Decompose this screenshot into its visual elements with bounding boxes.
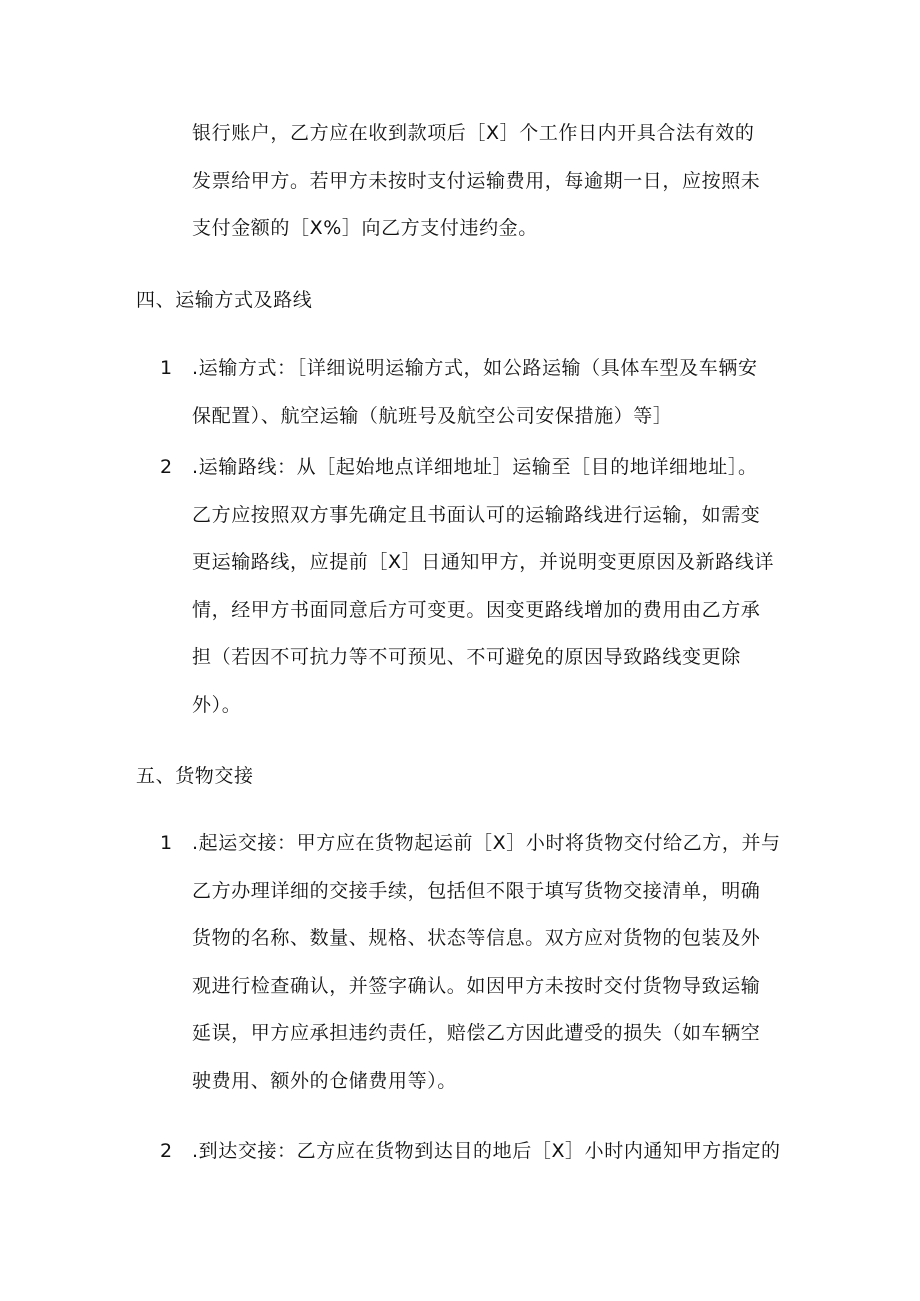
item-line: 乙方应按照双方事先确定且书面认可的运输路线进行运输，如需变 [192, 503, 761, 526]
item-line: 货物的名称、数量、规格、状态等信息。双方应对货物的包装及外 [192, 927, 761, 949]
item-line: 观进行检查确认，并签字确认。如因甲方未按时交付货物导致运输 [192, 974, 761, 997]
item-number: 1 [160, 832, 173, 854]
item-line: 外）。 [192, 693, 242, 716]
item-line: 保配置）、航空运输（航班号及航空公司安保措施）等］ [192, 404, 673, 427]
item-line: 延误，甲方应承担违约责任，赔偿乙方因此遭受的损失（如车辆空 [192, 1022, 761, 1044]
section4-item-2 [160, 444, 800, 729]
item-line: 乙方办理详细的交接手续，包括但不限于填写货物交接清单，明确 [192, 879, 761, 902]
section4-heading: 四、运输方式及路线 [136, 289, 313, 311]
section5-heading: 五、货物交接 [136, 765, 254, 787]
paragraph-line: 支付金额的［X%］向乙方支付违约金。 [192, 217, 538, 239]
section3-tail-paragraph [192, 110, 792, 253]
item-line [160, 444, 800, 492]
item-text: .到达交接：乙方应在货物到达目的地后［X］小时内通知甲方指定的 [192, 1140, 781, 1162]
item-line: 驶费用、额外的仓储费用等）。 [192, 1069, 457, 1092]
item-line: 情，经甲方书面同意后方可变更。因变更路线增加的费用由乙方承 [192, 598, 761, 621]
item-line [160, 345, 800, 393]
item-line [160, 1128, 800, 1176]
item-text: .运输方式：［详细说明运输方式，如公路运输（具体车型及车辆安 [192, 357, 758, 379]
item-number: 2 [160, 1140, 173, 1162]
paragraph-line: 银行账户，乙方应在收到款项后［X］个工作日内开具合法有效的 [192, 122, 755, 144]
item-text: .起运交接：甲方应在货物起运前［X］小时将货物交付给乙方，并与 [192, 832, 781, 854]
item-line [160, 820, 800, 868]
item-number: 2 [160, 456, 173, 478]
section5-item-1 [160, 820, 800, 1105]
paragraph-line: 发票给甲方。若甲方未按时支付运输费用，每逾期一日，应按照未 [192, 169, 761, 192]
item-line: 更运输路线，应提前［X］日通知甲方，并说明变更原因及新路线详 [192, 551, 775, 573]
item-line: 担（若因不可抗力等不可预见、不可避免的原因导致路线变更除 [192, 646, 741, 668]
item-text: .运输路线：从［起始地点详细地址］运输至［目的地详细地址］。 [192, 456, 758, 478]
section4-item-1 [160, 345, 800, 440]
section5-item-2 [160, 1128, 800, 1176]
item-number: 1 [160, 357, 173, 379]
